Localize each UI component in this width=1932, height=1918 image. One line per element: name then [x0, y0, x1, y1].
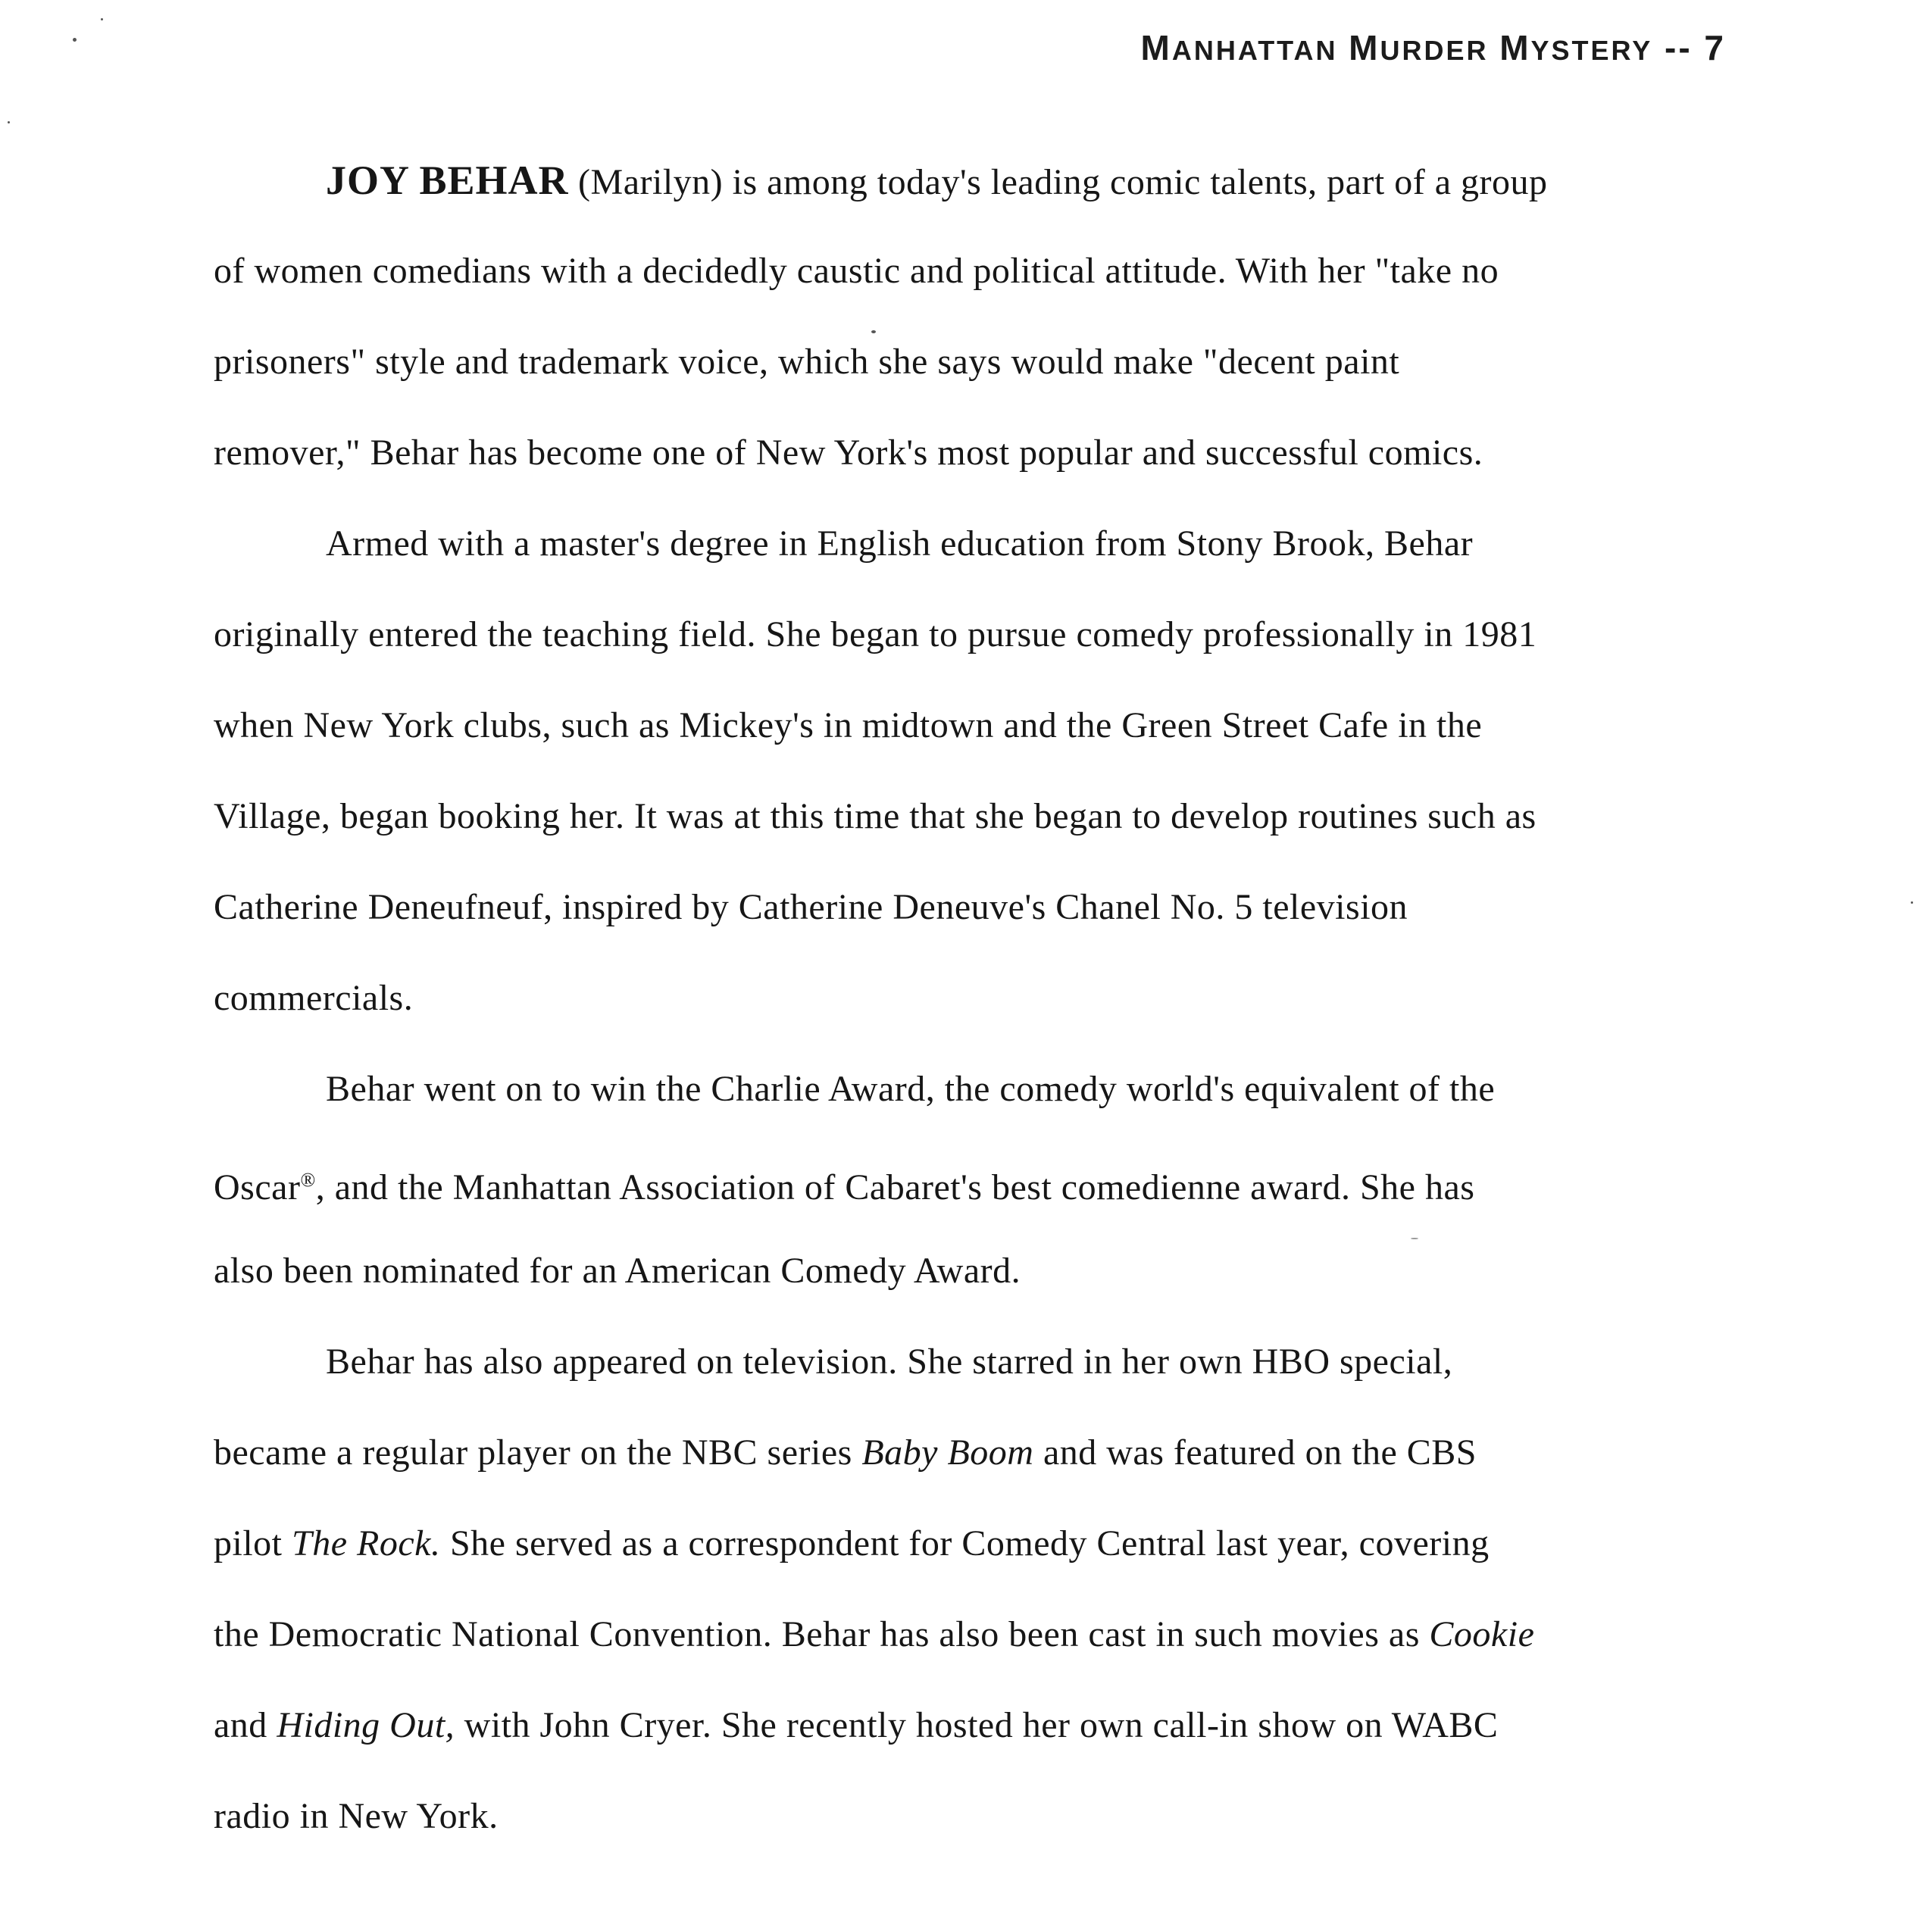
text-line	[214, 1523, 1490, 1565]
text-span: , and the Manhattan Association of Cabaret's best comedienne award. She has	[315, 1167, 1475, 1207]
text-line: Behar has also appeared on television. She starred in her own HBO special,	[326, 1342, 1453, 1382]
scan-speck	[871, 330, 876, 333]
text-line: radio in New York.	[214, 1796, 499, 1836]
text-line: Behar went on to win the Charlie Award, the comedy world's equivalent of the	[326, 1069, 1496, 1109]
text-line: commercials.	[214, 978, 414, 1018]
text-line: when New York clubs, such as Mickey's in midtown and the Green Street Cafe in the	[214, 705, 1483, 745]
text-span: the Democratic National Convention. Behar has also been cast in such movies as	[214, 1614, 1430, 1654]
text-span: (Marilyn) is among today's leading comic talents, part of a group	[568, 162, 1548, 202]
text-line	[214, 1432, 1477, 1474]
text-line	[214, 159, 1548, 204]
scan-speck	[1911, 901, 1913, 904]
text-line: Armed with a master's degree in English education from Stony Brook, Behar	[326, 523, 1474, 564]
actor-name: JOY BEHAR	[326, 158, 569, 203]
header-word: ANHATTAN	[1171, 35, 1338, 66]
text-line: remover," Behar has become one of New York's most popular and successful comics.	[214, 433, 1483, 473]
page-number: -- 7	[1652, 28, 1726, 67]
header-word: YSTERY	[1530, 35, 1653, 66]
title-italic: The Rock.	[292, 1523, 441, 1563]
title-italic: Hiding Out,	[277, 1705, 455, 1745]
header-initial: M	[1499, 28, 1531, 67]
text-span: with John Cryer. She recently hosted her own call-in show on WABC	[455, 1705, 1499, 1745]
header-initial: M	[1140, 28, 1172, 67]
scan-speck	[1411, 1238, 1418, 1239]
registered-mark: ®	[300, 1169, 316, 1191]
text-line: prisoners" style and trademark voice, which she says would make "decent paint	[214, 342, 1400, 382]
text-line: also been nominated for an American Comedy Award.	[214, 1251, 1021, 1291]
text-line: Catherine Deneufneuf, inspired by Catherine Deneuve's Chanel No. 5 television	[214, 887, 1408, 927]
text-line: of women comedians with a decidedly caustic and political attitude. With her "take no	[214, 251, 1499, 291]
text-line: originally entered the teaching field. She began to pursue comedy professionally in 1981	[214, 614, 1537, 654]
text-span: and	[214, 1705, 277, 1745]
scan-speck	[73, 38, 77, 42]
title-italic: Baby Boom	[861, 1432, 1034, 1473]
header-initial: M	[1349, 28, 1380, 67]
text-line	[214, 1704, 1498, 1747]
header-word: URDER	[1380, 35, 1489, 66]
text-span: and was featured on the CBS	[1033, 1432, 1477, 1473]
text-line: Village, began booking her. It was at this time that she began to develop routines such as	[214, 796, 1537, 836]
scan-speck	[101, 18, 103, 20]
text-span: She served as a correspondent for Comedy Central last year, covering	[440, 1523, 1490, 1563]
text-line	[214, 1159, 1474, 1209]
text-span: became a regular player on the NBC series	[214, 1432, 862, 1473]
text-span: pilot	[214, 1523, 292, 1563]
text-line	[214, 1613, 1534, 1656]
title-italic: Cookie	[1429, 1614, 1535, 1654]
scan-speck	[8, 121, 10, 123]
running-header	[1141, 27, 1726, 68]
text-span: Oscar	[214, 1167, 301, 1207]
